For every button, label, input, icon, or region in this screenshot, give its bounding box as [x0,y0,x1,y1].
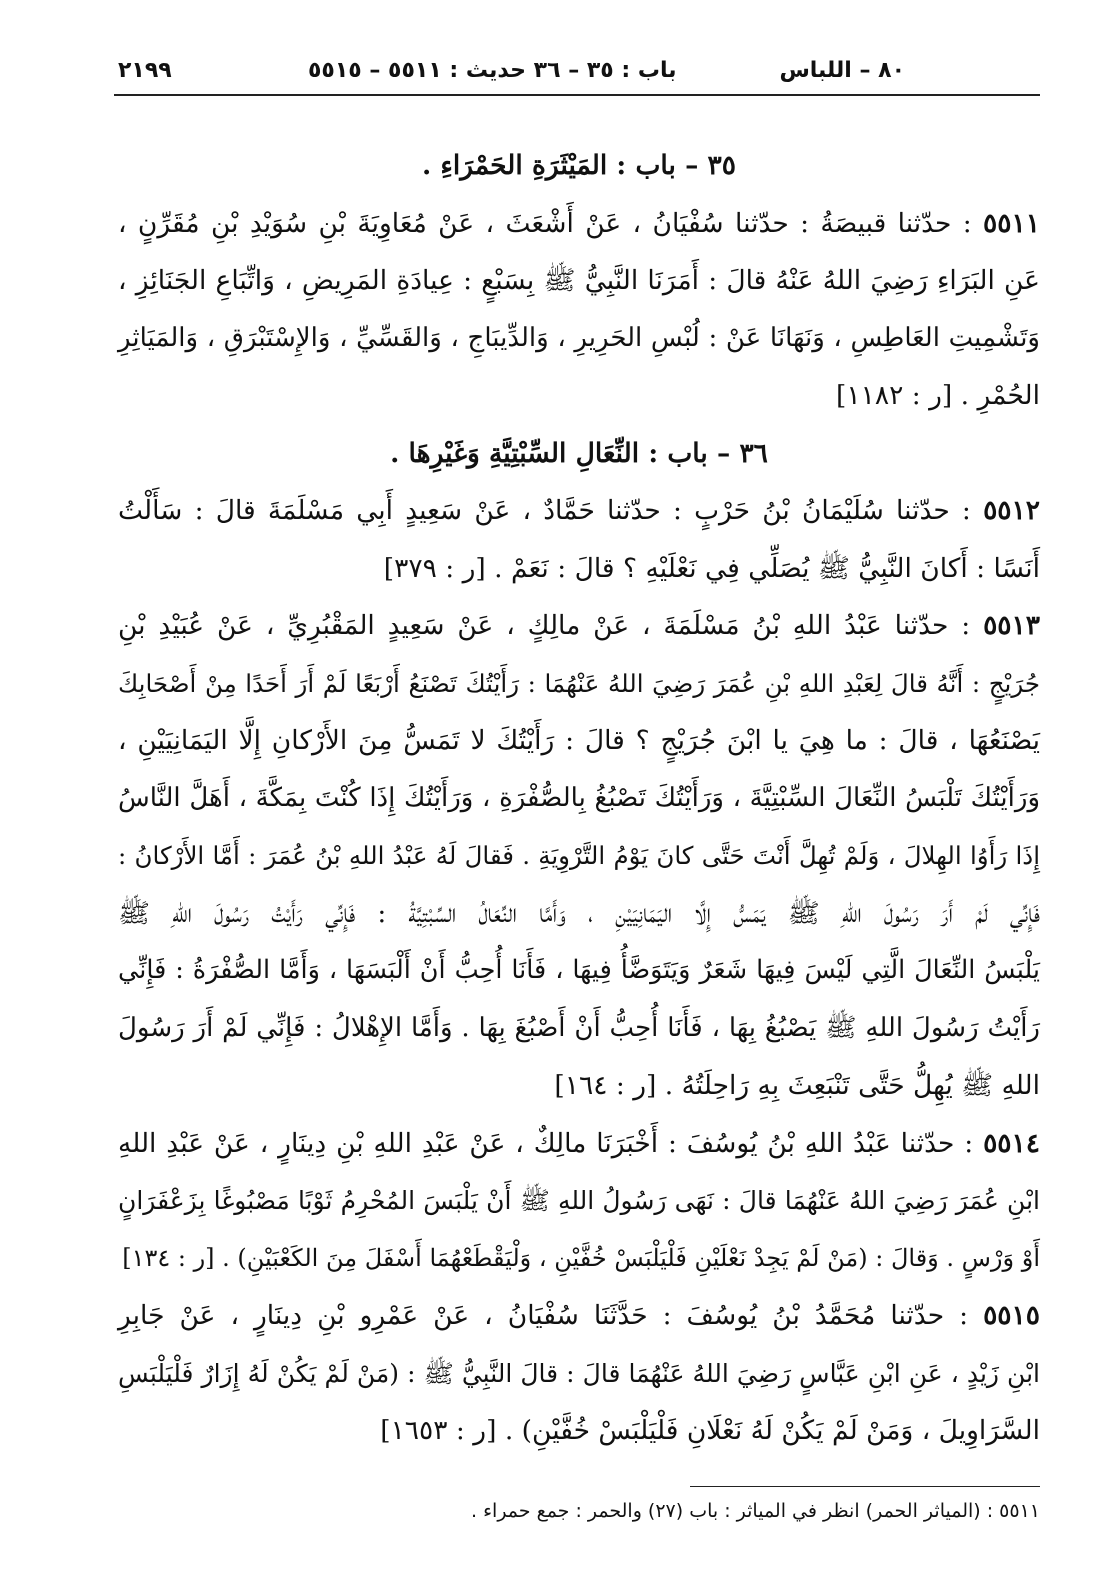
header-rule [114,94,1040,96]
hadith-line: إِذَا رَأَوُا الهِلالَ ، وَلَمْ تُهِلَّ أَنْتَ حَتَّى كانَ يَوْمُ التَّرْوِيَةِ . فَقالَ لَهُ عَبْدُ اللهِ بْنُ عُمَرَ : أَمَّا الأَرْكانُ : [118,841,1040,870]
footnote: ٥٥١١ : (المياثر الحمر) انظر في المياثر : باب (٢٧) والحمر : جمع حمراء . [471,1500,1040,1522]
page-header [118,52,1040,92]
section-title: ٣٦ – باب : النِّعَالِ السِّبْتِيَّةِ وَغَيْرِهَا . [390,437,768,469]
hadith-range: حديث : ٥٥١١ – ٥٥١٥ [308,58,526,83]
hadith-number: ٥٥١٢ [983,495,1040,526]
hadith-text: : حدّثنا سُلَيْمَانُ بْنُ حَرْبٍ : حدّثنا حَمَّادٌ ، عَنْ سَعِيدٍ أَبِي مَسْلَمَةَ قالَ : سَأَلْتُ [118,495,971,526]
hadith-line: فَإِنِّي لَمْ أَرَ رَسُولَ اللهِ ﷺ يَمَسُّ إِلَّا اليَمَانِيَيْنِ ، وَأَمَّا النِّعَالُ السِّبْتِيَّةُ : فَإِنِّي رَأَيْتُ رَسُولَ اللهِ ﷺ [118,897,1040,929]
hadith-text: : حدّثنا قبيصَةُ : حدّثنا سُفْيَانُ ، عَنْ أَشْعَثَ ، عَنْ مُعَاوِيَةَ بْنِ سُوَيْدِ بْنِ مُقَرِّنٍ ، [118,207,972,239]
hadith-text: : حدّثنا مُحَمَّدُ بْنُ يُوسُفَ : حَدَّثَنَا سُفْيَانُ ، عَنْ عَمْرِو بْنِ دِينَارٍ ، عَنْ جَابِرِ [118,1300,969,1331]
page-number: ٢١٩٩ [118,58,172,83]
hadith-line: السَّرَاوِيلَ ، وَمَنْ لَمْ يَكُنْ لَهُ نَعْلَانِ فَلْيَلْبَسْ خُفَّيْنِ) . [ر : ١٦٥٣] [380,1415,1040,1446]
hadith-line: يَصْنَعُهَا ، قالَ : ما هِيَ يا ابْنَ جُرَيْجٍ ؟ قالَ : رَأَيْتُكَ لا تَمَسُّ مِنَ الأَرْكانِ إِلَّا اليَمَانِيَيْنِ ، [118,725,1040,756]
hadith-first-line [118,1115,1040,1173]
header-ranges [268,58,676,83]
hadith-number: ٥٥١٥ [983,1300,1040,1331]
bab-range: باب : ٣٥ – ٣٦ [533,58,677,83]
hadith-text: : حدّثنا عَبْدُ اللهِ بْنُ يُوسُفَ : أَخْبَرَنَا مالِكٌ ، عَنْ عَبْدِ اللهِ بْنِ دِينَارٍ ، عَنْ عَبْدِ اللهِ [118,1127,974,1159]
main-text [118,137,1040,1460]
hadith-number: ٥٥١٣ [983,610,1040,641]
hadith-line: رَأَيْتُ رَسُولَ اللهِ ﷺ يَصْبُغُ بِهَا ، فَأَنَا أُحِبُّ أَنْ أَصْبُغَ بِهَا . وَأَمَّا الإِهْلالُ : فَإِنِّي لَمْ أَرَ رَسُولَ [118,1012,1040,1043]
hadith-line: ابْنِ زَيْدٍ ، عَنِ ابْنِ عَبَّاسٍ رَضِيَ اللهُ عَنْهُمَا قالَ : قالَ النَّبِيُّ ﷺ : (مَنْ لَمْ يَكُنْ لَهُ إِزَارٌ فَلْيَلْبَسِ [118,1358,1040,1388]
hadith-line: أَوْ وَرْسٍ . وَقالَ : (مَنْ لَمْ يَجِدْ نَعْلَيْنِ فَلْيَلْبَسْ خُفَّيْنِ ، وَلْيَقْطَعْهُمَا أَسْفَلَ مِنَ الكَعْبَيْنِ) . [ر : ١٣٤] [122,1243,1040,1272]
hadith-number: ٥٥١١ [983,207,1040,239]
hadith-line: جُرَيْجٍ : أَنَّهُ قالَ لِعَبْدِ اللهِ بْنِ عُمَرَ رَضِيَ اللهُ عَنْهُمَا : رَأَيْتُكَ تَصْنَعُ أَرْبَعًا لَمْ أَرَ أَحَدًا مِنْ أَصْحَابِكَ [118,668,1040,698]
hadith-first-line [118,195,1040,253]
hadith-line: الحُمْرِ . [ر : ١١٨٢] [836,380,1040,411]
hadith-line: وَرَأَيْتُكَ تَلْبَسُ النِّعَالَ السِّبْتِيَّةَ ، وَرَأَيْتُكَ تَصْبُغُ بِالصُّفْرَةِ ، وَرَأَيْتُكَ إِذَا كُنْتَ بِمَكَّةَ ، أَهَلَّ النَّاسُ [118,782,1040,813]
hadith-line: وَتَشْمِيتِ العَاطِسِ ، وَنَهَانَا عَنْ : لُبْسِ الحَرِيرِ ، وَالدِّيبَاجِ ، وَالقَسِّيِّ ، وَالإِسْتَبْرَقِ ، وَالمَيَاثِرِ [118,322,1040,353]
hadith-line: يَلْبَسُ النِّعَالَ الَّتِي لَيْسَ فِيهَا شَعَرٌ وَيَتَوَضَّأُ فِيهَا ، فَأَنَا أُحِبُّ أَنْ أَلْبَسَهَا ، وَأَمَّا الصُّفْرَةُ : فَإِنِّي [118,955,1040,985]
footnote-rule [690,1486,1040,1487]
hadith-first-line [118,1287,1040,1345]
hadith-line: أَنَسًا : أَكانَ النَّبِيُّ ﷺ يُصَلِّي فِي نَعْلَيْهِ ؟ قالَ : نَعَمْ . [ر : ٣٧٩] [383,552,1040,584]
hadith-first-line [118,597,1040,655]
section-title: ٣٥ – باب : المَيْثَرَةِ الحَمْرَاءِ . [421,150,737,181]
hadith-text: : حدّثنا عَبْدُ اللهِ بْنُ مَسْلَمَةَ ، عَنْ مالِكٍ ، عَنْ سَعِيدٍ المَقْبُرِيِّ ، عَنْ عُبَيْدِ بْنِ [118,610,971,641]
hadith-first-line [118,482,1040,540]
hadith-line: عَنِ البَرَاءِ رَضِيَ اللهُ عَنْهُ قالَ : أَمَرَنَا النَّبِيُّ ﷺ بِسَبْعٍ : عِيادَةِ المَرِيضِ ، وَاتِّبَاعِ الجَنَائِزِ ، [118,265,1040,296]
book-title: ٨٠ – اللباس [779,58,905,83]
book-page [118,52,1041,1522]
hadith-number: ٥٥١٤ [983,1127,1041,1159]
hadith-line: ابْنِ عُمَرَ رَضِيَ اللهُ عَنْهُمَا قالَ : نَهَى رَسُولُ اللهِ ﷺ أَنْ يَلْبَسَ المُحْرِمُ ثَوْبًا مَصْبُوغًا بِزَعْفَرَانٍ [118,1186,1040,1215]
hadith-line: اللهِ ﷺ يُهِلُّ حَتَّى تَنْبَعِثَ بِهِ رَاحِلَتُهُ . [ر : ١٦٤] [554,1070,1040,1101]
